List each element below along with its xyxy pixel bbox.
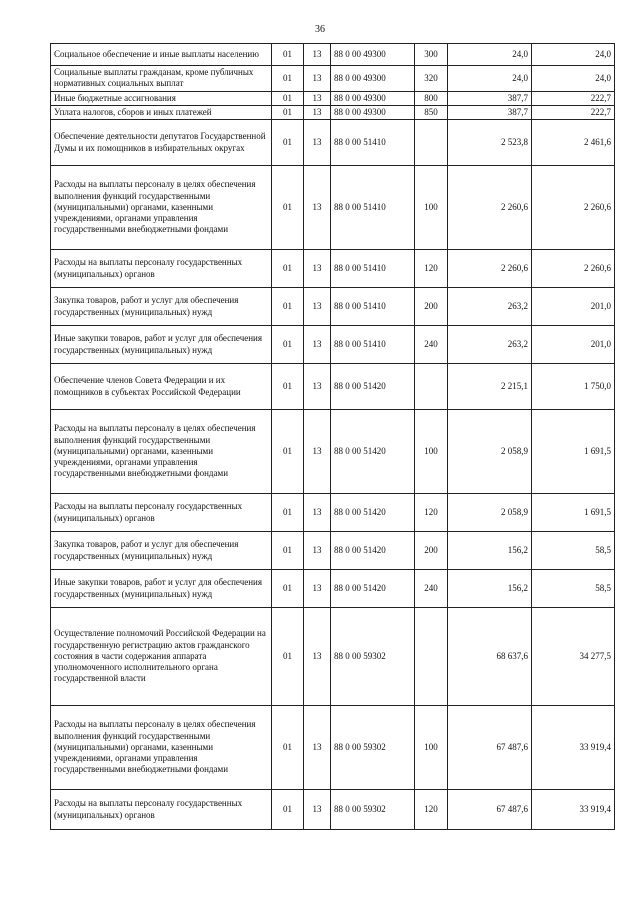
expense-type-code: 120 (415, 494, 448, 532)
item-name: Обеспечение членов Совета Федерации и их помощников в субъектах Российской Федерации (51, 364, 272, 410)
table-row (51, 91, 615, 105)
item-name: Осуществление полномочий Российской Федерации на государственную регистрацию актов гражданского состояния в части содержания аппарата уполномоченного исполнительного органа государственной власти (51, 608, 272, 706)
expense-type-code: 300 (415, 44, 448, 66)
item-name: Расходы на выплаты персоналу в целях обеспечения выполнения функций государственными (муниципальными) органами, казенными учреждениями, органами управления государственными внебюджетными фондами (51, 706, 272, 790)
item-name: Закупка товаров, работ и услуг для обеспечения государственных (муниципальных) нужд (51, 532, 272, 570)
amount-planned: 2 260,6 (448, 250, 532, 288)
table-row (51, 166, 615, 250)
expense-type-code (415, 608, 448, 706)
target-article-code: 88 0 00 51420 (331, 494, 415, 532)
amount-executed: 222,7 (532, 105, 615, 119)
target-article-code: 88 0 00 51410 (331, 288, 415, 326)
table-row (51, 410, 615, 494)
expense-type-code: 320 (415, 66, 448, 92)
section-code: 01 (272, 166, 304, 250)
subsection-code: 13 (304, 608, 331, 706)
amount-planned: 2 058,9 (448, 410, 532, 494)
amount-planned: 387,7 (448, 105, 532, 119)
amount-planned: 67 487,6 (448, 790, 532, 830)
item-name: Расходы на выплаты персоналу государственных (муниципальных) органов (51, 494, 272, 532)
target-article-code: 88 0 00 49300 (331, 66, 415, 92)
amount-executed: 58,5 (532, 532, 615, 570)
subsection-code: 13 (304, 570, 331, 608)
section-code: 01 (272, 532, 304, 570)
expense-type-code (415, 364, 448, 410)
target-article-code: 88 0 00 49300 (331, 105, 415, 119)
target-article-code: 88 0 00 51420 (331, 570, 415, 608)
subsection-code: 13 (304, 120, 331, 166)
amount-executed: 2 260,6 (532, 250, 615, 288)
amount-executed: 24,0 (532, 66, 615, 92)
table-row (51, 706, 615, 790)
amount-planned: 2 523,8 (448, 120, 532, 166)
section-code: 01 (272, 91, 304, 105)
section-code: 01 (272, 288, 304, 326)
item-name: Иные закупки товаров, работ и услуг для обеспечения государственных (муниципальных) нужд (51, 326, 272, 364)
amount-planned: 263,2 (448, 288, 532, 326)
expense-type-code (415, 120, 448, 166)
amount-executed: 2 260,6 (532, 166, 615, 250)
target-article-code: 88 0 00 51410 (331, 326, 415, 364)
table-row (51, 790, 615, 830)
target-article-code: 88 0 00 49300 (331, 44, 415, 66)
target-article-code: 88 0 00 51420 (331, 532, 415, 570)
expense-type-code: 100 (415, 166, 448, 250)
table-row (51, 44, 615, 66)
amount-planned: 68 637,6 (448, 608, 532, 706)
subsection-code: 13 (304, 66, 331, 92)
amount-planned: 67 487,6 (448, 706, 532, 790)
section-code: 01 (272, 364, 304, 410)
amount-executed: 222,7 (532, 91, 615, 105)
item-name: Расходы на выплаты персоналу в целях обеспечения выполнения функций государственными (муниципальными) органами, казенными учреждениями, органами управления государственными внебюджетными фондами (51, 410, 272, 494)
section-code: 01 (272, 105, 304, 119)
expense-type-code: 240 (415, 326, 448, 364)
subsection-code: 13 (304, 706, 331, 790)
target-article-code: 88 0 00 59302 (331, 706, 415, 790)
page-number: 36 (315, 24, 325, 35)
section-code: 01 (272, 326, 304, 364)
subsection-code: 13 (304, 532, 331, 570)
amount-executed: 33 919,4 (532, 790, 615, 830)
table-row (51, 570, 615, 608)
item-name: Социальные выплаты гражданам, кроме публичных нормативных социальных выплат (51, 66, 272, 92)
section-code: 01 (272, 790, 304, 830)
amount-executed: 201,0 (532, 288, 615, 326)
amount-executed: 24,0 (532, 44, 615, 66)
amount-executed: 2 461,6 (532, 120, 615, 166)
expense-type-code: 200 (415, 288, 448, 326)
amount-executed: 1 691,5 (532, 410, 615, 494)
subsection-code: 13 (304, 790, 331, 830)
item-name: Иные закупки товаров, работ и услуг для обеспечения государственных (муниципальных) нужд (51, 570, 272, 608)
table-row (51, 608, 615, 706)
section-code: 01 (272, 570, 304, 608)
item-name: Уплата налогов, сборов и иных платежей (51, 105, 272, 119)
item-name: Обеспечение деятельности депутатов Государственной Думы и их помощников в избирательных округах (51, 120, 272, 166)
amount-executed: 58,5 (532, 570, 615, 608)
amount-planned: 263,2 (448, 326, 532, 364)
table-row (51, 364, 615, 410)
section-code: 01 (272, 494, 304, 532)
amount-planned: 24,0 (448, 66, 532, 92)
amount-executed: 33 919,4 (532, 706, 615, 790)
amount-planned: 24,0 (448, 44, 532, 66)
section-code: 01 (272, 44, 304, 66)
section-code: 01 (272, 410, 304, 494)
subsection-code: 13 (304, 410, 331, 494)
budget-table (50, 43, 615, 830)
table-row (51, 494, 615, 532)
table-row (51, 66, 615, 92)
expense-type-code: 100 (415, 410, 448, 494)
table-row (51, 288, 615, 326)
table-row (51, 250, 615, 288)
table-row (51, 105, 615, 119)
amount-planned: 2 058,9 (448, 494, 532, 532)
section-code: 01 (272, 120, 304, 166)
expense-type-code: 850 (415, 105, 448, 119)
expense-type-code: 100 (415, 706, 448, 790)
amount-executed: 1 691,5 (532, 494, 615, 532)
subsection-code: 13 (304, 288, 331, 326)
item-name: Расходы на выплаты персоналу государственных (муниципальных) органов (51, 250, 272, 288)
section-code: 01 (272, 250, 304, 288)
table-row (51, 120, 615, 166)
target-article-code: 88 0 00 59302 (331, 608, 415, 706)
section-code: 01 (272, 66, 304, 92)
amount-executed: 34 277,5 (532, 608, 615, 706)
amount-planned: 387,7 (448, 91, 532, 105)
target-article-code: 88 0 00 51420 (331, 410, 415, 494)
amount-executed: 1 750,0 (532, 364, 615, 410)
amount-planned: 2 260,6 (448, 166, 532, 250)
table-row (51, 326, 615, 364)
section-code: 01 (272, 608, 304, 706)
expense-type-code: 120 (415, 250, 448, 288)
expense-type-code: 200 (415, 532, 448, 570)
expense-type-code: 120 (415, 790, 448, 830)
target-article-code: 88 0 00 51410 (331, 120, 415, 166)
subsection-code: 13 (304, 44, 331, 66)
amount-planned: 156,2 (448, 570, 532, 608)
subsection-code: 13 (304, 494, 331, 532)
subsection-code: 13 (304, 105, 331, 119)
target-article-code: 88 0 00 51420 (331, 364, 415, 410)
subsection-code: 13 (304, 91, 331, 105)
item-name: Закупка товаров, работ и услуг для обеспечения государственных (муниципальных) нужд (51, 288, 272, 326)
table-row (51, 532, 615, 570)
expense-type-code: 240 (415, 570, 448, 608)
subsection-code: 13 (304, 364, 331, 410)
target-article-code: 88 0 00 59302 (331, 790, 415, 830)
amount-planned: 2 215,1 (448, 364, 532, 410)
target-article-code: 88 0 00 49300 (331, 91, 415, 105)
item-name: Социальное обеспечение и иные выплаты населению (51, 44, 272, 66)
subsection-code: 13 (304, 166, 331, 250)
amount-planned: 156,2 (448, 532, 532, 570)
item-name: Расходы на выплаты персоналу государственных (муниципальных) органов (51, 790, 272, 830)
section-code: 01 (272, 706, 304, 790)
target-article-code: 88 0 00 51410 (331, 166, 415, 250)
expense-type-code: 800 (415, 91, 448, 105)
subsection-code: 13 (304, 250, 331, 288)
subsection-code: 13 (304, 326, 331, 364)
item-name: Иные бюджетные ассигнования (51, 91, 272, 105)
item-name: Расходы на выплаты персоналу в целях обеспечения выполнения функций государственными (муниципальными) органами, казенными учреждениями, органами управления государственными внебюджетными фондами (51, 166, 272, 250)
amount-executed: 201,0 (532, 326, 615, 364)
target-article-code: 88 0 00 51410 (331, 250, 415, 288)
